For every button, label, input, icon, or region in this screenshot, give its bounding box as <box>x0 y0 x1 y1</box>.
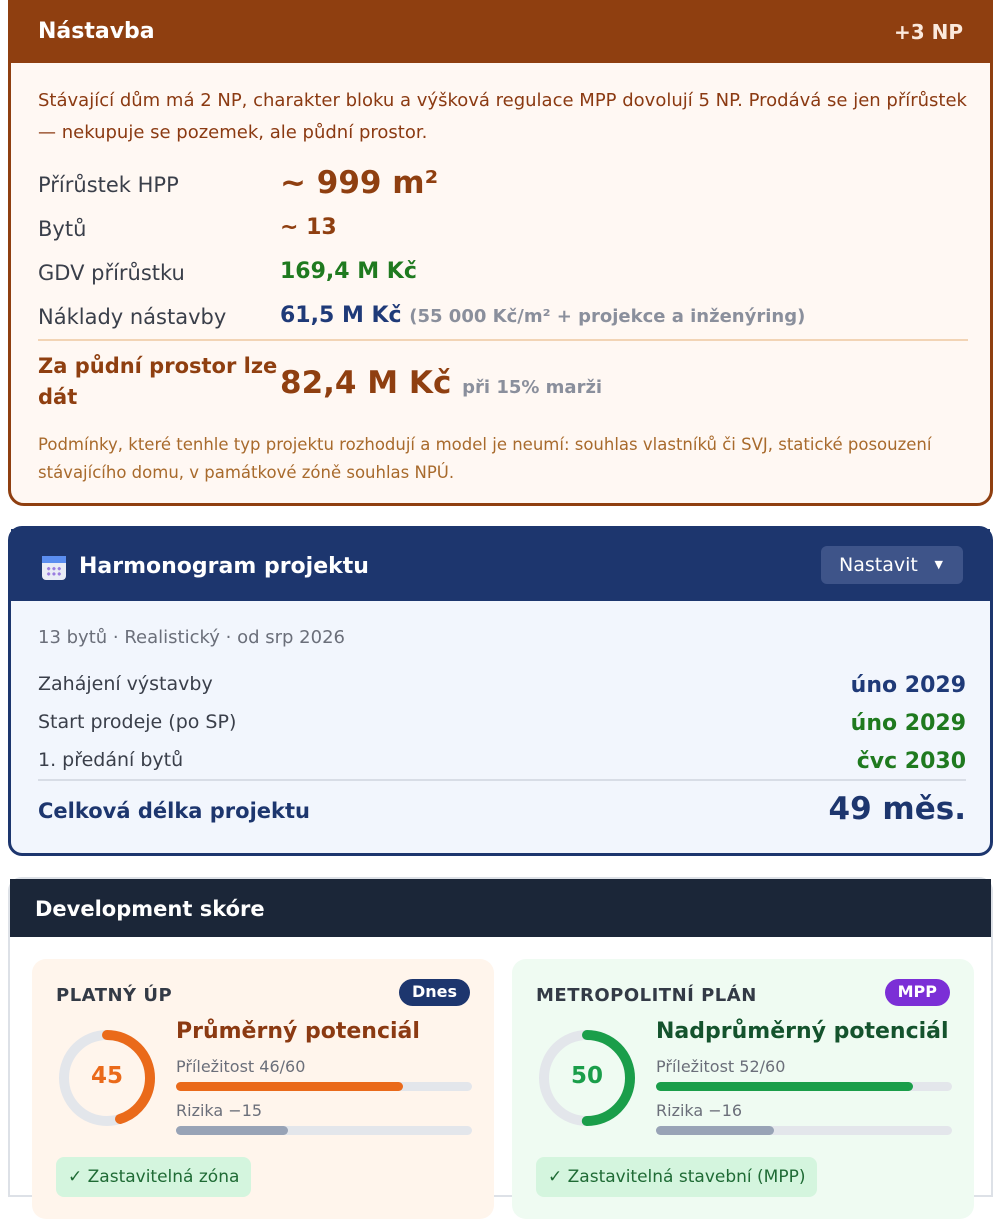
risk-bar <box>656 1126 952 1135</box>
panel-badge: MPP <box>885 979 950 1006</box>
row-note: (55 000 Kč/m² + projekce a inženýring) <box>409 306 806 327</box>
opportunity-label: Příležitost 46/60 <box>176 1057 306 1076</box>
row-first-handover <box>38 745 966 781</box>
row-label: 1. předání bytů <box>38 749 184 771</box>
opportunity-bar <box>176 1082 472 1091</box>
verdict: Nadprůměrný potenciál <box>656 1019 949 1044</box>
nastavit-button[interactable] <box>821 546 963 584</box>
conditions-note: Podmínky, které tenhle typ projektu rozhodují a model je neumí: souhlas vlastníků či SVJ, statické posouzení stávajícího domu, v památkové zóně souhlas NPÚ. <box>38 435 932 482</box>
total-value: 49 měs. <box>828 791 966 827</box>
harmonogram-card <box>8 526 993 856</box>
nastavba-card <box>8 0 993 506</box>
risk-bar-fill <box>176 1126 288 1135</box>
offer-value: 82,4 M Kč <box>280 365 452 401</box>
row-value: 169,4 M Kč <box>280 259 417 284</box>
skore-header <box>10 879 991 937</box>
verdict: Průměrný potenciál <box>176 1019 420 1044</box>
panel-title: METROPOLITNÍ PLÁN <box>536 985 757 1006</box>
zone-chip: ✓ Zastavitelná stavební (MPP) <box>536 1157 817 1197</box>
opportunity-bar <box>656 1082 952 1091</box>
score-value: 50 <box>570 1063 603 1089</box>
total-label: Celková délka projektu <box>38 799 310 823</box>
risk-label: Rizika −15 <box>176 1101 263 1120</box>
row-gdv <box>38 255 968 295</box>
nastavba-title: Nástavba <box>38 19 155 44</box>
row-label: Přírůstek HPP <box>38 173 179 197</box>
panel-badge: Dnes <box>399 979 470 1006</box>
skore-title: Development skóre <box>35 897 265 921</box>
zone-chip: ✓ Zastavitelná zóna <box>56 1157 251 1197</box>
calendar-icon <box>42 556 66 580</box>
row-units <box>38 211 968 251</box>
opportunity-label: Příležitost 52/60 <box>656 1057 786 1076</box>
divider <box>38 779 966 781</box>
row-label: GDV přírůstku <box>38 261 185 285</box>
row-value: čvc 2030 <box>856 749 966 774</box>
panel-title: PLATNÝ ÚP <box>56 985 173 1006</box>
row-label: Zahájení výstavby <box>38 673 213 695</box>
panel-metropolitni-plan <box>512 959 974 1219</box>
offer-value-wrap <box>280 365 602 401</box>
offer-note: při 15% marži <box>462 377 603 398</box>
score-gauge <box>58 1029 156 1127</box>
skore-card <box>8 877 993 1197</box>
row-costs <box>38 299 968 339</box>
risk-bar-fill <box>656 1126 774 1135</box>
offer-row <box>38 351 968 421</box>
row-label: Start prodeje (po SP) <box>38 711 237 733</box>
score-gauge <box>538 1029 636 1127</box>
row-construction-start <box>38 669 966 705</box>
row-hpp <box>38 167 968 207</box>
opportunity-bar-fill <box>176 1082 403 1091</box>
offer-label: Za půdní prostor lze dát <box>38 354 278 409</box>
row-value: ~ 13 <box>280 215 337 240</box>
divider <box>38 339 968 341</box>
nastavit-button-label: Nastavit <box>839 554 918 576</box>
row-value: úno 2029 <box>850 711 966 736</box>
row-label: Náklady nástavby <box>38 305 227 329</box>
row-label: Bytů <box>38 217 87 241</box>
score-value: 45 <box>90 1063 123 1089</box>
row-value: ~ 999 m² <box>280 165 439 201</box>
harmonogram-header <box>11 529 990 601</box>
harmonogram-summary: 13 bytů · Realistický · od srp 2026 <box>38 627 345 648</box>
opportunity-bar-fill <box>656 1082 913 1091</box>
risk-label: Rizika −16 <box>656 1101 743 1120</box>
caret-down-icon: ▼ <box>934 558 943 571</box>
row-value: 61,5 M Kč <box>280 303 402 328</box>
harmonogram-title: Harmonogram projektu <box>79 554 369 579</box>
risk-bar <box>176 1126 472 1135</box>
panel-platny-up <box>32 959 494 1219</box>
row-value-wrap <box>280 303 805 328</box>
total-row <box>38 791 966 835</box>
row-sales-start <box>38 707 966 743</box>
nastavba-intro: Stávající dům má 2 NP, charakter bloku a výšková regulace MPP dovolují 5 NP. Prodává se jen přírůstek — nekupuje se pozemek, ale půdní prostor. <box>38 90 967 143</box>
row-value: úno 2029 <box>850 673 966 698</box>
floors-badge: +3 NP <box>893 20 963 44</box>
nastavba-header <box>11 3 990 63</box>
